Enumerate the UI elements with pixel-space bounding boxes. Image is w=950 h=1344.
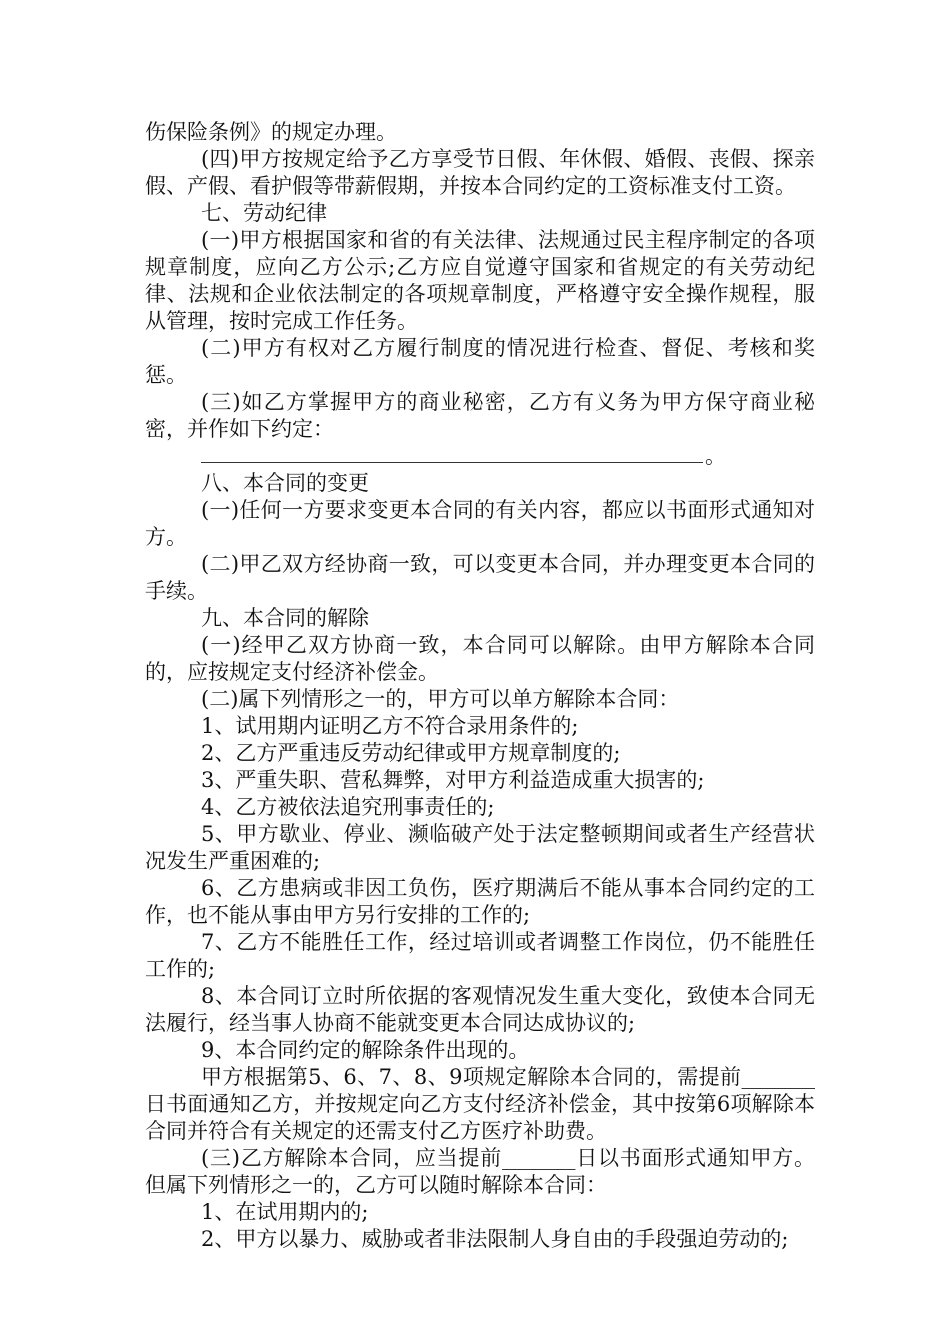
list-item: 4、乙方被依法追究刑事责任的; [201,795,495,819]
paragraph: (一)经甲乙双方协商一致，本合同可以解除。由甲方解除本合同的，应按规定支付经济补偿金。 [145,633,815,684]
list-item: 7、乙方不能胜任工作，经过培训或者调整工作岗位，仍不能胜任工作的; [145,930,815,981]
blank-line-period: 。 [705,444,726,468]
document-body [145,119,815,1253]
list-item: 9、本合同约定的解除条件出现的。 [201,1038,530,1062]
paragraph: 伤保险条例》的规定办理。 [145,120,397,144]
list-item: 3、严重失职、营私舞弊，对甲方利益造成重大损害的; [201,768,705,792]
list-item: 5、甲方歇业、停业、濒临破产处于法定整顿期间或者生产经营状况发生严重困难的; [145,822,815,873]
list-item: 2、乙方严重违反劳动纪律或甲方规章制度的; [201,741,621,765]
paragraph: (三)乙方解除本合同，应当提前_______日以书面形式通知甲方。但属下列情形之一的，乙方可以随时解除本合同： [145,1146,815,1197]
section-heading: 八、本合同的变更 [201,471,369,495]
paragraph: (四)甲方按规定给予乙方享受节日假、年休假、婚假、丧假、探亲假、产假、看护假等带薪假期，并按本合同约定的工资标准支付工资。 [145,147,815,198]
paragraph: (二)甲方有权对乙方履行制度的情况进行检查、督促、考核和奖惩。 [145,336,815,387]
paragraph: (二)甲乙双方经协商一致，可以变更本合同，并办理变更本合同的手续。 [145,552,815,603]
blank-underline [201,462,703,463]
list-item: 1、在试用期内的; [201,1200,369,1224]
paragraph: (一)任何一方要求变更本合同的有关内容，都应以书面形式通知对方。 [145,498,815,549]
fill-in-blank-line [201,443,815,470]
list-item: 8、本合同订立时所依据的客观情况发生重大变化，致使本合同无法履行，经当事人协商不能就变更本合同达成协议的; [145,984,815,1035]
paragraph: (二)属下列情形之一的，甲方可以单方解除本合同： [201,687,680,711]
list-item: 6、乙方患病或非因工负伤，医疗期满后不能从事本合同约定的工作，也不能从事由甲方另行安排的工作的; [145,876,815,927]
paragraph: 甲方根据第5、6、7、8、9项规定解除本合同的，需提前_______日书面通知乙方，并按规定向乙方支付经济补偿金，其中按第6项解除本合同并符合有关规定的还需支付乙方医疗补助费。 [145,1065,815,1143]
paragraph: (三)如乙方掌握甲方的商业秘密，乙方有义务为甲方保守商业秘密，并作如下约定： [145,390,815,441]
list-item: 1、试用期内证明乙方不符合录用条件的; [201,714,579,738]
list-item: 2、甲方以暴力、威胁或者非法限制人身自由的手段强迫劳动的; [201,1227,789,1251]
section-heading: 九、本合同的解除 [201,606,369,630]
paragraph: (一)甲方根据国家和省的有关法律、法规通过民主程序制定的各项规章制度，应向乙方公示;乙方应自觉遵守国家和省规定的有关劳动纪律、法规和企业依法制定的各项规章制度，严格遵守安全操作规程，服从管理，按时完成工作任务。 [145,228,815,333]
section-heading: 七、劳动纪律 [201,201,327,225]
